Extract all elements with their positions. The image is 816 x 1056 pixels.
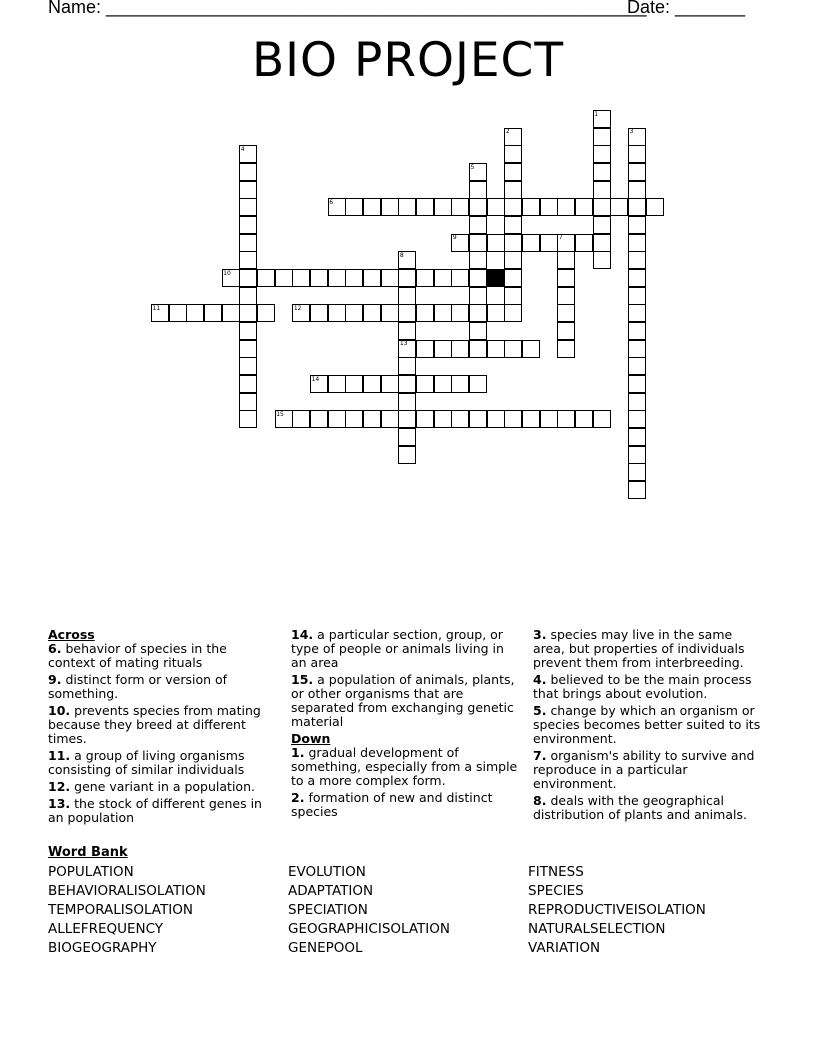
word-bank-item: SPECIATION	[288, 902, 368, 918]
across-heading: Across	[48, 627, 95, 642]
grid-cell[interactable]	[628, 181, 646, 199]
page-title: BIO PROJECT	[251, 33, 565, 88]
grid-cell[interactable]	[557, 287, 575, 305]
down-heading: Down	[291, 731, 331, 746]
grid-cell[interactable]	[451, 234, 469, 252]
grid-cell[interactable]	[593, 163, 611, 181]
grid-cell[interactable]	[522, 340, 540, 358]
grid-cell[interactable]	[434, 375, 452, 393]
grid-cell[interactable]	[646, 198, 664, 216]
crossword-grid	[0, 0, 816, 520]
grid-cell[interactable]	[416, 410, 434, 428]
grid-cell[interactable]	[469, 322, 487, 340]
grid-cell[interactable]	[469, 304, 487, 322]
grid-cell[interactable]	[628, 322, 646, 340]
grid-cell[interactable]	[540, 410, 558, 428]
grid-cell[interactable]	[487, 410, 505, 428]
clue-number-label: 1	[594, 110, 599, 118]
word-bank-column-1	[48, 863, 206, 958]
clue-down-4: 4. believed to be the main process that brings about evolution.	[533, 672, 752, 701]
grid-cell[interactable]	[628, 128, 646, 146]
clue-across-15: 15. a population of animals, plants, or other organisms that are separated from exchanging genetic material	[291, 672, 515, 729]
grid-cell[interactable]	[628, 163, 646, 181]
clue-down-8: 8. deals with the geographical distribution of plants and animals.	[533, 793, 747, 822]
name-field[interactable]: Name: ______________________________________________________	[48, 0, 647, 17]
clues-column-3	[533, 628, 768, 825]
grid-cell[interactable]	[522, 410, 540, 428]
grid-cell[interactable]	[239, 163, 257, 181]
word-bank-item: GENEPOOL	[288, 940, 363, 956]
grid-cell[interactable]	[628, 216, 646, 234]
grid-cell[interactable]	[328, 198, 346, 216]
word-bank-item: VARIATION	[528, 940, 601, 956]
clue-number-label: 14	[311, 375, 320, 383]
clue-across-12: 12. gene variant in a population.	[48, 779, 255, 794]
grid-cell[interactable]	[504, 304, 522, 322]
grid-cell[interactable]	[416, 340, 434, 358]
grid-cell[interactable]	[434, 410, 452, 428]
grid-cell[interactable]	[239, 357, 257, 375]
grid-cell[interactable]	[469, 181, 487, 199]
grid-cell[interactable]	[398, 251, 416, 269]
grid-cell[interactable]	[310, 269, 328, 287]
grid-cell[interactable]	[239, 145, 257, 163]
word-bank-item: ADAPTATION	[288, 883, 374, 899]
grid-cell[interactable]	[239, 287, 257, 305]
grid-cell[interactable]	[504, 340, 522, 358]
grid-cell[interactable]	[593, 110, 611, 128]
grid-cell[interactable]	[239, 216, 257, 234]
grid-cell[interactable]	[628, 251, 646, 269]
grid-cell[interactable]	[328, 410, 346, 428]
grid-cell[interactable]	[363, 304, 381, 322]
grid-cell[interactable]	[151, 304, 169, 322]
grid-cell[interactable]	[593, 145, 611, 163]
grid-cell[interactable]	[416, 198, 434, 216]
word-bank-item: POPULATION	[48, 864, 134, 880]
grid-cell[interactable]	[328, 375, 346, 393]
grid-cell[interactable]	[381, 375, 399, 393]
grid-cell[interactable]	[487, 198, 505, 216]
grid-cell[interactable]	[469, 234, 487, 252]
grid-cell[interactable]	[469, 198, 487, 216]
grid-cell[interactable]	[469, 287, 487, 305]
grid-cell[interactable]	[292, 269, 310, 287]
clue-down-7: 7. organism's ability to survive and reproduce in a particular environment.	[533, 748, 755, 791]
grid-cell[interactable]	[540, 234, 558, 252]
grid-cell[interactable]	[504, 251, 522, 269]
grid-cell[interactable]	[469, 375, 487, 393]
grid-cell[interactable]	[434, 269, 452, 287]
grid-cell[interactable]	[628, 463, 646, 481]
grid-cell[interactable]	[363, 269, 381, 287]
clue-number-label: 9	[452, 234, 457, 242]
grid-cell[interactable]	[628, 357, 646, 375]
grid-cell[interactable]	[593, 234, 611, 252]
grid-cell[interactable]	[522, 234, 540, 252]
word-bank-item: EVOLUTION	[288, 864, 366, 880]
grid-cell[interactable]	[628, 145, 646, 163]
clue-number-label: 2	[505, 128, 510, 136]
grid-cell[interactable]	[398, 357, 416, 375]
grid-cell[interactable]	[328, 269, 346, 287]
clue-number-label: 5	[470, 163, 475, 171]
grid-cell[interactable]	[504, 234, 522, 252]
grid-cell[interactable]	[628, 340, 646, 358]
grid-cell[interactable]	[398, 446, 416, 464]
grid-cell[interactable]	[504, 269, 522, 287]
grid-cell[interactable]	[504, 128, 522, 146]
grid-cell[interactable]	[451, 269, 469, 287]
grid-cell[interactable]	[557, 304, 575, 322]
grid-cell[interactable]	[522, 198, 540, 216]
grid-cell[interactable]	[628, 375, 646, 393]
grid-cell[interactable]	[363, 198, 381, 216]
grid-cell[interactable]	[398, 340, 416, 358]
grid-cell[interactable]	[469, 251, 487, 269]
grid-cell[interactable]	[398, 410, 416, 428]
grid-cell[interactable]	[310, 304, 328, 322]
grid-cell[interactable]	[257, 269, 275, 287]
grid-cell[interactable]	[628, 304, 646, 322]
clue-number-label: 4	[240, 145, 245, 153]
grid-cell[interactable]	[451, 410, 469, 428]
word-bank-heading: Word Bank	[48, 845, 128, 860]
grid-cell[interactable]	[345, 410, 363, 428]
grid-cell[interactable]	[487, 304, 505, 322]
grid-cell[interactable]	[451, 375, 469, 393]
grid-cell[interactable]	[469, 163, 487, 181]
grid-cell[interactable]	[557, 198, 575, 216]
grid-cell[interactable]	[186, 304, 204, 322]
grid-cell[interactable]	[575, 410, 593, 428]
grid-cell[interactable]	[593, 251, 611, 269]
grid-cell[interactable]	[469, 340, 487, 358]
grid-cell[interactable]	[557, 410, 575, 428]
grid-cell[interactable]	[398, 428, 416, 446]
word-bank-item: REPRODUCTIVEISOLATION	[528, 902, 706, 918]
grid-cell[interactable]	[504, 145, 522, 163]
word-bank-column-2	[288, 863, 450, 958]
grid-cell[interactable]	[593, 181, 611, 199]
grid-cell[interactable]	[628, 410, 646, 428]
grid-cell[interactable]	[257, 304, 275, 322]
grid-cell[interactable]	[628, 446, 646, 464]
grid-cell[interactable]	[222, 269, 240, 287]
grid-cell[interactable]	[239, 410, 257, 428]
grid-cell[interactable]	[239, 269, 257, 287]
grid-cell[interactable]	[239, 375, 257, 393]
grid-cell[interactable]	[381, 304, 399, 322]
grid-cell[interactable]	[345, 198, 363, 216]
word-bank-item: GEOGRAPHICISOLATION	[288, 921, 450, 937]
grid-cell[interactable]	[628, 481, 646, 499]
clue-across-11: 11. a group of living organisms consisting of similar individuals	[48, 748, 245, 777]
grid-cell[interactable]	[593, 198, 611, 216]
grid-cell[interactable]	[504, 216, 522, 234]
grid-cell[interactable]	[398, 393, 416, 411]
clue-across-9: 9. distinct form or version of something.	[48, 672, 228, 701]
grid-cell[interactable]	[487, 234, 505, 252]
grid-cell[interactable]	[398, 287, 416, 305]
grid-cell[interactable]	[487, 340, 505, 358]
grid-cell[interactable]	[593, 216, 611, 234]
grid-cell[interactable]	[610, 198, 628, 216]
word-bank-item: NATURALSELECTION	[528, 921, 666, 937]
grid-cell[interactable]	[275, 269, 293, 287]
grid-cell[interactable]	[504, 410, 522, 428]
grid-cell[interactable]	[504, 163, 522, 181]
grid-cell[interactable]	[628, 198, 646, 216]
grid-cell[interactable]	[239, 198, 257, 216]
clue-down-5: 5. change by which an organism or species becomes better suited to its environment.	[533, 703, 761, 746]
clue-down-2: 2. formation of new and distinct species	[291, 790, 493, 819]
clue-number-label: 12	[293, 304, 302, 312]
grid-cell[interactable]	[557, 269, 575, 287]
grid-cell[interactable]	[345, 375, 363, 393]
word-bank-item: ALLEFREQUENCY	[48, 921, 164, 937]
clue-number-label: 13	[399, 340, 408, 348]
grid-cell[interactable]	[398, 304, 416, 322]
grid-cell[interactable]	[345, 269, 363, 287]
grid-cell[interactable]	[204, 304, 222, 322]
grid-cell[interactable]	[593, 128, 611, 146]
grid-cell[interactable]	[416, 269, 434, 287]
clue-number-label: 8	[399, 251, 404, 259]
clue-across-13: 13. the stock of different genes in an population	[48, 796, 262, 825]
date-field[interactable]: Date: _______	[627, 0, 746, 17]
grid-cell[interactable]	[628, 428, 646, 446]
clue-number-label: 3	[629, 128, 634, 136]
grid-cell[interactable]	[363, 410, 381, 428]
grid-cell[interactable]	[239, 251, 257, 269]
grid-cell[interactable]	[557, 340, 575, 358]
grid-cell[interactable]	[222, 304, 240, 322]
word-bank-item: BEHAVIORALISOLATION	[48, 883, 206, 899]
grid-cell[interactable]	[239, 393, 257, 411]
grid-cell[interactable]	[310, 375, 328, 393]
grid-cell[interactable]	[292, 304, 310, 322]
grid-cell[interactable]	[292, 410, 310, 428]
grid-cell[interactable]	[434, 340, 452, 358]
grid-cell[interactable]	[381, 410, 399, 428]
word-bank-item: SPECIES	[528, 883, 584, 899]
grid-cell[interactable]	[416, 304, 434, 322]
grid-cell[interactable]	[381, 269, 399, 287]
word-bank-column-3	[528, 863, 706, 958]
clues-column-1	[48, 628, 273, 828]
word-bank-item: TEMPORALISOLATION	[48, 902, 193, 918]
grid-cell[interactable]	[451, 340, 469, 358]
grid-cell[interactable]	[469, 269, 487, 287]
grid-cell[interactable]	[275, 410, 293, 428]
grid-cell[interactable]	[239, 340, 257, 358]
grid-cell[interactable]	[398, 198, 416, 216]
grid-cell[interactable]	[557, 234, 575, 252]
clue-number-label: 15	[276, 410, 284, 418]
clue-number-label: 10	[223, 269, 231, 277]
grid-cell[interactable]	[416, 375, 434, 393]
grid-cell[interactable]	[628, 269, 646, 287]
grid-cell[interactable]	[363, 375, 381, 393]
grid-cell[interactable]	[381, 198, 399, 216]
grid-cell[interactable]	[345, 304, 363, 322]
grid-cell[interactable]	[628, 287, 646, 305]
grid-cell[interactable]	[398, 322, 416, 340]
grid-cell[interactable]	[451, 304, 469, 322]
grid-cell[interactable]	[239, 181, 257, 199]
grid-cell[interactable]	[469, 216, 487, 234]
grid-cell[interactable]	[504, 198, 522, 216]
grid-cell[interactable]	[504, 287, 522, 305]
grid-cell[interactable]	[434, 198, 452, 216]
grid-cell[interactable]	[628, 393, 646, 411]
word-bank-item: FITNESS	[528, 864, 584, 880]
grid-cell[interactable]	[434, 304, 452, 322]
grid-cell[interactable]	[593, 410, 611, 428]
clue-number-label: 6	[329, 198, 334, 206]
grid-cell[interactable]	[328, 304, 346, 322]
clues-column-2	[291, 628, 523, 822]
grid-cell[interactable]	[469, 410, 487, 428]
grid-cell[interactable]	[398, 375, 416, 393]
grid-cell[interactable]	[310, 410, 328, 428]
grid-cell[interactable]	[169, 304, 187, 322]
grid-cell[interactable]	[398, 269, 416, 287]
grid-cell[interactable]	[557, 322, 575, 340]
clue-across-10: 10. prevents species from mating because they breed at different times.	[48, 703, 261, 746]
grid-cell[interactable]	[239, 304, 257, 322]
word-bank-item: BIOGEOGRAPHY	[48, 940, 157, 956]
grid-cell[interactable]	[575, 234, 593, 252]
grid-cell[interactable]	[504, 181, 522, 199]
clue-down-1: 1. gradual development of something, especially from a simple to a more complex form.	[291, 745, 518, 788]
grid-cell[interactable]	[239, 234, 257, 252]
grid-cell[interactable]	[239, 322, 257, 340]
clue-across-14: 14. a particular section, group, or type of people or animals living in an area	[291, 627, 504, 670]
black-cell	[487, 269, 505, 287]
clue-across-6: 6. behavior of species in the context of mating rituals	[48, 641, 227, 670]
grid-cell[interactable]	[557, 251, 575, 269]
grid-cell[interactable]	[451, 198, 469, 216]
clue-down-3: 3. species may live in the same area, but properties of individuals prevent them from interbreeding.	[533, 627, 745, 670]
grid-cell[interactable]	[540, 198, 558, 216]
grid-cell[interactable]	[575, 198, 593, 216]
clue-number-label: 11	[152, 304, 161, 312]
grid-cell[interactable]	[628, 234, 646, 252]
clue-number-label: 7	[558, 234, 563, 242]
